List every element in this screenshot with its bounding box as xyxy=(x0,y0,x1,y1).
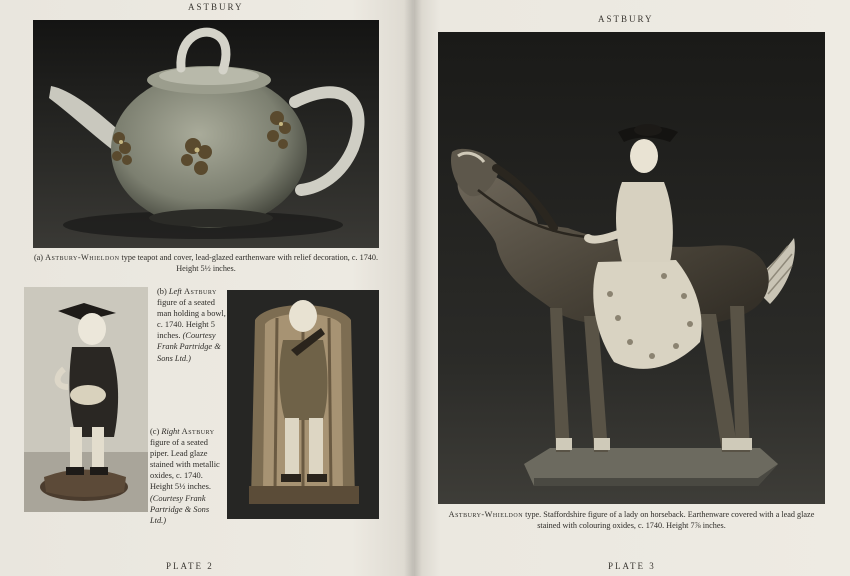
horseback-figure-photo xyxy=(438,32,825,504)
caption-c-courtesy: (Courtesy Frank Partridge & Sons Ltd.) xyxy=(150,493,210,525)
left-page xyxy=(0,0,414,576)
caption-b-courtesy: (Courtesy Frank Partridge & Sons Ltd.) xyxy=(157,331,221,363)
caption-c-lead-sc: Astbury xyxy=(181,427,215,436)
caption-c xyxy=(150,426,222,526)
horseback-caption-text: type. Staffordshire figure of a lady on horseback. Earthenware covered with a lead glaze stained with colouring oxides, c. 1740. Height 7⅞ inches. xyxy=(525,510,815,531)
horseback-illustration xyxy=(438,32,825,504)
seated-man-illustration xyxy=(24,287,148,512)
left-plate-label: PLATE 2 xyxy=(166,561,214,571)
caption-c-text: figure of a seated piper. Lead glaze stained with metallic oxides, c. 1740. Height 5½ inches. xyxy=(150,438,220,492)
caption-b xyxy=(157,286,231,364)
book-gutter xyxy=(404,0,422,576)
caption-a-marker: (a) xyxy=(33,253,44,262)
right-page xyxy=(414,0,850,576)
teapot-illustration xyxy=(33,20,379,248)
caption-b-marker: (b) xyxy=(157,287,167,296)
caption-c-lead-italic: Right xyxy=(161,427,180,436)
right-plate-label: PLATE 3 xyxy=(608,561,656,571)
caption-b-text: figure of a seated man holding a bowl, c. 1740. Height 5 inches. xyxy=(157,298,226,341)
horseback-caption xyxy=(438,509,825,531)
right-running-head: ASTBURY xyxy=(598,14,654,24)
teapot-photo xyxy=(33,20,379,248)
piper-photo xyxy=(227,290,379,519)
caption-b-lead-italic: Left xyxy=(168,287,182,296)
seated-man-photo xyxy=(24,287,148,512)
teapot-caption xyxy=(33,252,379,274)
horseback-caption-lead: Astbury-Whieldon xyxy=(448,510,524,519)
piper-illustration xyxy=(227,290,379,519)
caption-a-text: type teapot and cover, lead-glazed earthenware with relief decoration, c. 1740. Height 5½ inches. xyxy=(121,253,379,274)
left-running-head: ASTBURY xyxy=(188,2,244,12)
caption-a-lead: Astbury-Whieldon xyxy=(45,253,120,262)
caption-b-lead-sc: Astbury xyxy=(183,287,217,296)
caption-c-marker: (c) xyxy=(150,427,160,436)
